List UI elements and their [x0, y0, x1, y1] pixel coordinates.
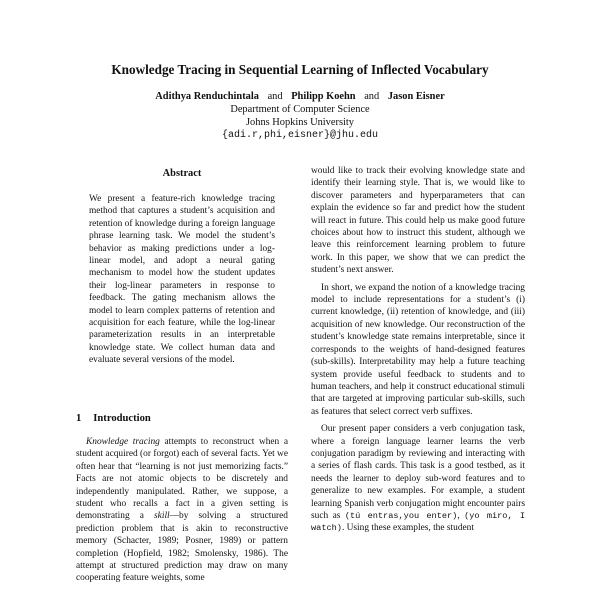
author-name-3: Jason Eisner [387, 91, 445, 102]
author-conjunction-2: and [364, 91, 380, 102]
right-column [311, 165, 525, 540]
section-heading-introduction [76, 413, 151, 424]
paper-title: Knowledge Tracing in Sequential Learning of Inflected Vocabulary [111, 62, 489, 77]
intro-skill-term: skill [154, 511, 170, 522]
author-department: Department of Computer Science [230, 104, 370, 115]
section-number: 1 [76, 413, 82, 424]
right-paragraph-3 [311, 423, 525, 535]
author-email: {adi.r,phi,eisner}@jhu.edu [221, 130, 379, 141]
right-p3-text-a: Our present paper considers a verb conjugation task, where a foreign language learner learns the verb conjugation paradigm by reviewing and interacting with a series of flash cards. This task is a good testbed, as it needs the learner to deploy sub-word features and to generalize to new examples. For example, a student learning Spanish verb conjugation might encounter pairs such as [311, 424, 525, 521]
section-title: Introduction [93, 413, 151, 424]
intro-text-a: attempts to reconstruct when a student acquired (or forgot) each of several facts. Yet we often hear that “learning is not just memorizing facts.” Facts are not atomic objects to be discretely and independently manipulated. Rather, we suppose, a student who recalls a fact in a given setting is demonstrating a [76, 437, 288, 522]
author-block [0, 90, 600, 142]
abstract-heading: Abstract [162, 168, 202, 179]
introduction-paragraph [76, 436, 288, 585]
intro-text-b: —by solving a structured prediction problem that is akin to reconstructive memory (Schacter, 1989; Posner, 1989) or pattern completion (Hopfield, 1982; Smolensky, 1986). The attempt at structured prediction may draw on many cooperating feature weights, some [76, 511, 288, 584]
author-university: Johns Hopkins University [246, 117, 354, 128]
right-p3-comma: , [457, 510, 465, 521]
right-paragraph-1: would like to track their evolving knowledge state and identify their learning style. That is, we would like to discover parameters and hyperparameters that can explain the evidence so far and predict how the student will react in future. This could help us make good future choices about how to instruct this student, although we leave this reinforcement learning problem to future work. In this paper, we show that we can predict the student’s next answer. [311, 166, 525, 276]
author-conjunction-1: and [267, 91, 283, 102]
right-paragraph-2: In short, we expand the notion of a knowledge tracing model to include representations for a student’s (i) current knowledge, (ii) retention of knowledge, and (iii) acquisition of new knowledge. Our reconstruction of the student’s knowledge state remains interpretable, since it corresponds to the weights of hand-designed features (sub-skills). Interpretability may help a future teaching system provide useful feedback to students and to human teachers, and help it construct educational stimuli that are targeted at improving particular sub-skills, such as features that select correct verb suffixes. [311, 282, 525, 417]
abstract-text: We present a feature-rich knowledge tracing method that captures a student’s acquisition and retention of knowledge during a foreign language phrase learning task. We model the student’s behavior as making predictions under a log-linear model, and adopt a neural gating mechanism to model how the student updates their log-linear parameters in response to feedback. The gating mechanism allows the model to learn complex patterns of retention and acquisition for each feature, while the log-linear parameterization results in an interpretable knowledge state. We collect human data and evaluate several versions of the model. [89, 194, 275, 366]
example-pair-2: (yo miro, I watch) [311, 510, 526, 534]
right-p3-text-b: . Using these examples, the student [341, 523, 474, 534]
author-name-2: Philipp Koehn [291, 91, 356, 102]
intro-lead-term: Knowledge tracing [86, 437, 160, 447]
author-name-1: Adithya Renduchintala [155, 91, 259, 102]
example-pair-1: (tú entras,you enter) [344, 510, 458, 521]
